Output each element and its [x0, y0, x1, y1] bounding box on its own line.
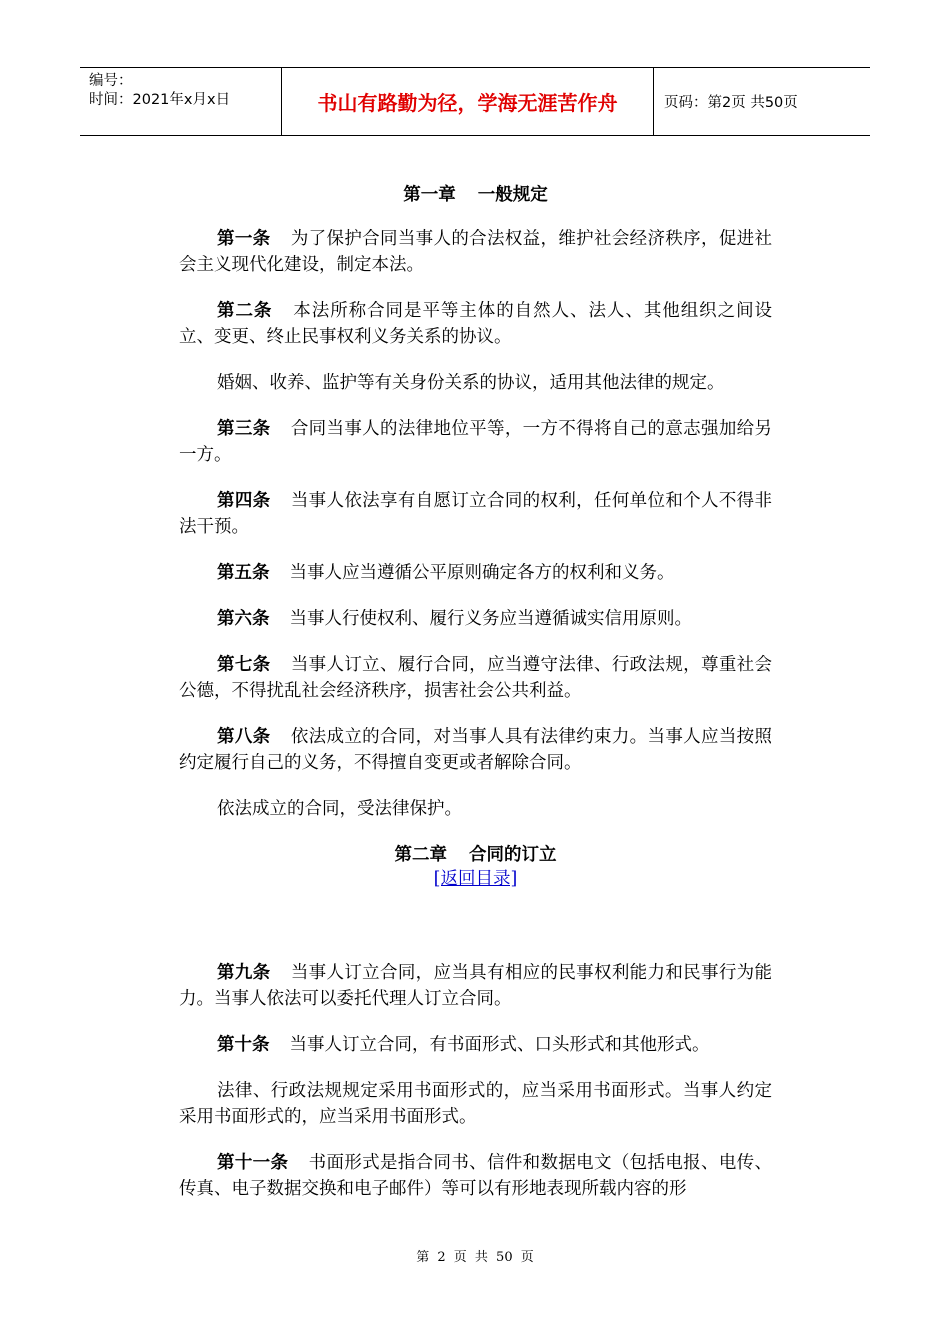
article-text: 当事人订立合同，应当具有相应的民事权利能力和民事行为能力。当事人依法可以委托代理人订立合同。 — [179, 963, 772, 1009]
article — [179, 1150, 772, 1202]
header-meta — [80, 68, 282, 135]
article-text: 当事人应当遵循公平原则确定各方的权利和义务。 — [289, 563, 675, 583]
return-to-toc-link[interactable]: [返回目录] — [433, 869, 518, 889]
article — [179, 488, 772, 540]
article-number: 第九条 — [217, 963, 271, 983]
article-number: 第六条 — [217, 609, 270, 629]
article-number: 第八条 — [217, 727, 271, 747]
chapter-number: 第二章 — [394, 845, 447, 865]
page-footer: 第 2 页 共 50 页 — [416, 1250, 534, 1265]
article — [179, 652, 772, 704]
article — [179, 416, 772, 468]
chapter-number: 第一章 — [403, 185, 456, 205]
page-header — [80, 67, 870, 136]
paragraph — [179, 796, 772, 822]
article — [179, 1032, 772, 1058]
article-text: 合同当事人的法律地位平等，一方不得将自己的意志强加给另一方。 — [179, 419, 772, 465]
chapter-heading — [179, 842, 772, 868]
paragraph-text: 婚姻、收养、监护等有关身份关系的协议，适用其他法律的规定。 — [217, 373, 725, 393]
paragraph — [179, 1078, 772, 1130]
chapter-title: 一般规定 — [477, 185, 548, 205]
article-text: 当事人订立合同，有书面形式、口头形式和其他形式。 — [289, 1035, 710, 1055]
number-label: 编号： — [89, 73, 133, 89]
chapter-heading — [179, 180, 772, 210]
article-text: 当事人行使权利、履行义务应当遵循诚实信用原则。 — [289, 609, 692, 629]
article-number: 第四条 — [217, 491, 271, 511]
article — [179, 298, 772, 350]
article — [179, 606, 772, 632]
article-text: 当事人订立、履行合同，应当遵守法律、行政法规，尊重社会公德，不得扰乱社会经济秩序，损害社会公共利益。 — [179, 655, 772, 701]
article-number: 第二条 — [217, 301, 273, 321]
article-number: 第一条 — [217, 229, 271, 249]
article-number: 第十一条 — [217, 1153, 289, 1173]
paragraph — [179, 370, 772, 396]
article-number: 第三条 — [217, 419, 271, 439]
document-body — [179, 180, 772, 1202]
article-text: 依法成立的合同，对当事人具有法律约束力。当事人应当按照约定履行自己的义务，不得擅自变更或者解除合同。 — [179, 727, 772, 773]
paragraph-text: 法律、行政法规规定采用书面形式的，应当采用书面形式。当事人约定采用书面形式的，应当采用书面形式。 — [179, 1081, 772, 1127]
date-label: 时间：2021年x月x日 — [89, 92, 231, 108]
article-text: 书面形式是指合同书、信件和数据电文（包括电报、电传、传真、电子数据交换和电子邮件）等可以有形地表现所载内容的形 — [179, 1153, 773, 1199]
article — [179, 724, 772, 776]
article-number: 第十条 — [217, 1035, 270, 1055]
article-text: 为了保护合同当事人的合法权益，维护社会经济秩序，促进社会主义现代化建设，制定本法。 — [179, 229, 772, 275]
article-text: 本法所称合同是平等主体的自然人、法人、其他组织之间设立、变更、终止民事权利义务关系的协议。 — [179, 301, 773, 347]
header-page-info: 页码：第2页 共50页 — [664, 95, 798, 111]
header-motto: 书山有路勤为径，学海无涯苦作舟 — [282, 68, 654, 135]
paragraph-text: 依法成立的合同，受法律保护。 — [217, 799, 462, 819]
article-number: 第七条 — [217, 655, 271, 675]
article-number: 第五条 — [217, 563, 270, 583]
chapter-title: 合同的订立 — [469, 845, 557, 865]
article-text: 当事人依法享有自愿订立合同的权利，任何单位和个人不得非法干预。 — [179, 491, 772, 537]
article — [179, 226, 772, 278]
article — [179, 960, 772, 1012]
article — [179, 560, 772, 586]
